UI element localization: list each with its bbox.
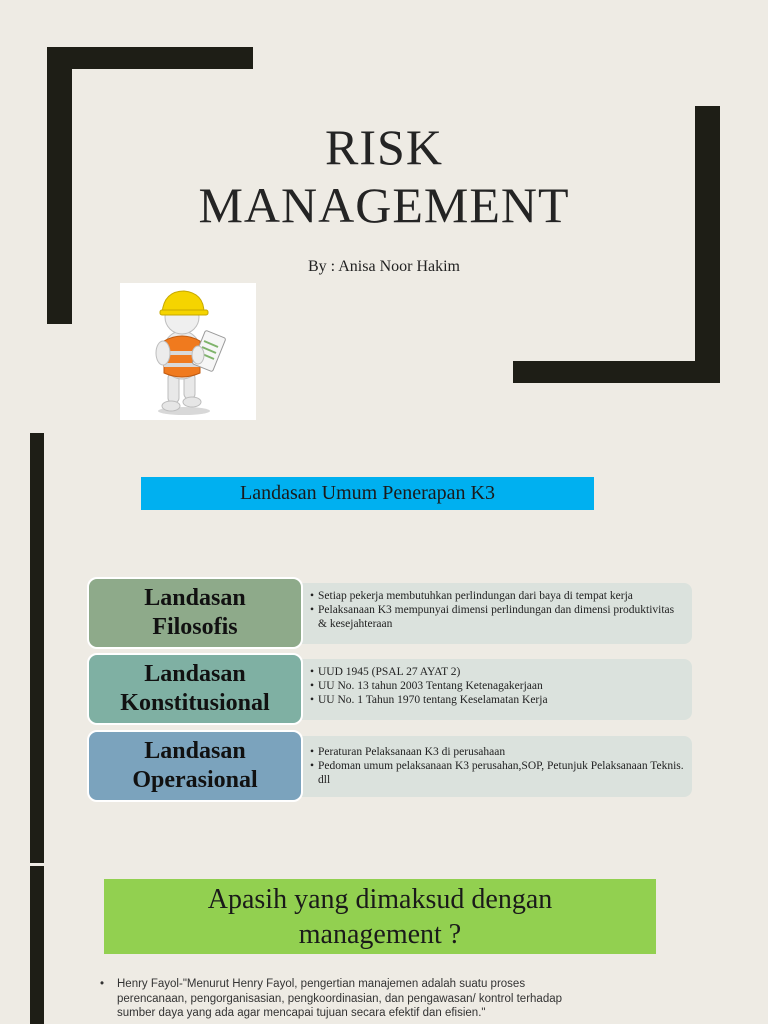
pill-label-line-1: Landasan	[144, 585, 246, 611]
pill-label-line-1: Landasan	[144, 738, 246, 764]
label-pill-filosofis	[87, 577, 303, 649]
slide2-left-accent-bar	[30, 433, 44, 863]
detail-item: • UUD 1945 (PSAL 27 AYAT 2)	[310, 665, 684, 679]
pill-label-line-2: Operasional	[132, 767, 258, 793]
pill-label-line-1: Landasan	[144, 661, 246, 687]
bullet-dot-icon: •	[100, 978, 105, 990]
slide-title-line-1: RISK	[325, 119, 443, 175]
construction-worker-icon	[120, 283, 256, 420]
detail-box-filosofis	[292, 583, 692, 644]
frame-bar-top-left-horizontal	[47, 47, 253, 69]
detail-item: • Peraturan Pelaksanaan K3 di perusahaan	[310, 745, 684, 759]
slide3-heading-line-2: management ?	[298, 918, 462, 950]
author-byline: By : Anisa Noor Hakim	[308, 258, 460, 275]
pill-label-line-2: Filosofis	[152, 614, 238, 640]
slide2-heading: Landasan Umum Penerapan K3	[141, 477, 594, 510]
detail-item: • UU No. 1 Tahun 1970 tentang Keselamatan Kerja	[310, 693, 684, 707]
label-pill-konstitusional	[87, 653, 303, 725]
detail-box-operasional	[292, 736, 692, 797]
slide3-heading	[104, 879, 656, 954]
label-pill-operasional	[87, 730, 303, 802]
slide-title-line-2: MANAGEMENT	[198, 177, 570, 233]
detail-item: • Pedoman umum pelaksanaan K3 perusahan,SOP, Petunjuk Pelaksanaan Teknis. dll	[310, 759, 684, 787]
detail-item: • UU No. 13 tahun 2003 Tentang Ketenagakerjaan	[310, 679, 684, 693]
detail-item: • Setiap pekerja membutuhkan perlindungan dari baya di tempat kerja	[310, 589, 684, 603]
slide3-left-accent-bar	[30, 866, 44, 1024]
detail-box-konstitusional	[292, 659, 692, 720]
fayol-definition-bullet	[100, 977, 580, 1021]
detail-item: • Pelaksanaan K3 mempunyai dimensi perlindungan dan dimensi produktivitas & kesejahteraan	[310, 603, 684, 631]
slide-title	[0, 118, 768, 234]
frame-bar-bottom-right-horizontal	[513, 361, 720, 383]
slide3-heading-line-1: Apasih yang dimaksud dengan	[207, 883, 553, 915]
fayol-definition-text: Henry Fayol-"Menurut Henry Fayol, pengertian manajemen adalah suatu proses perencanaan, pengorganisasian, pengkoordinasian, dan pengawasan/ kontrol terhadap sumber daya yang ada agar mencapai tujuan secara efektif dan efisien."	[117, 978, 563, 1019]
pill-label-line-2: Konstitusional	[120, 690, 270, 716]
